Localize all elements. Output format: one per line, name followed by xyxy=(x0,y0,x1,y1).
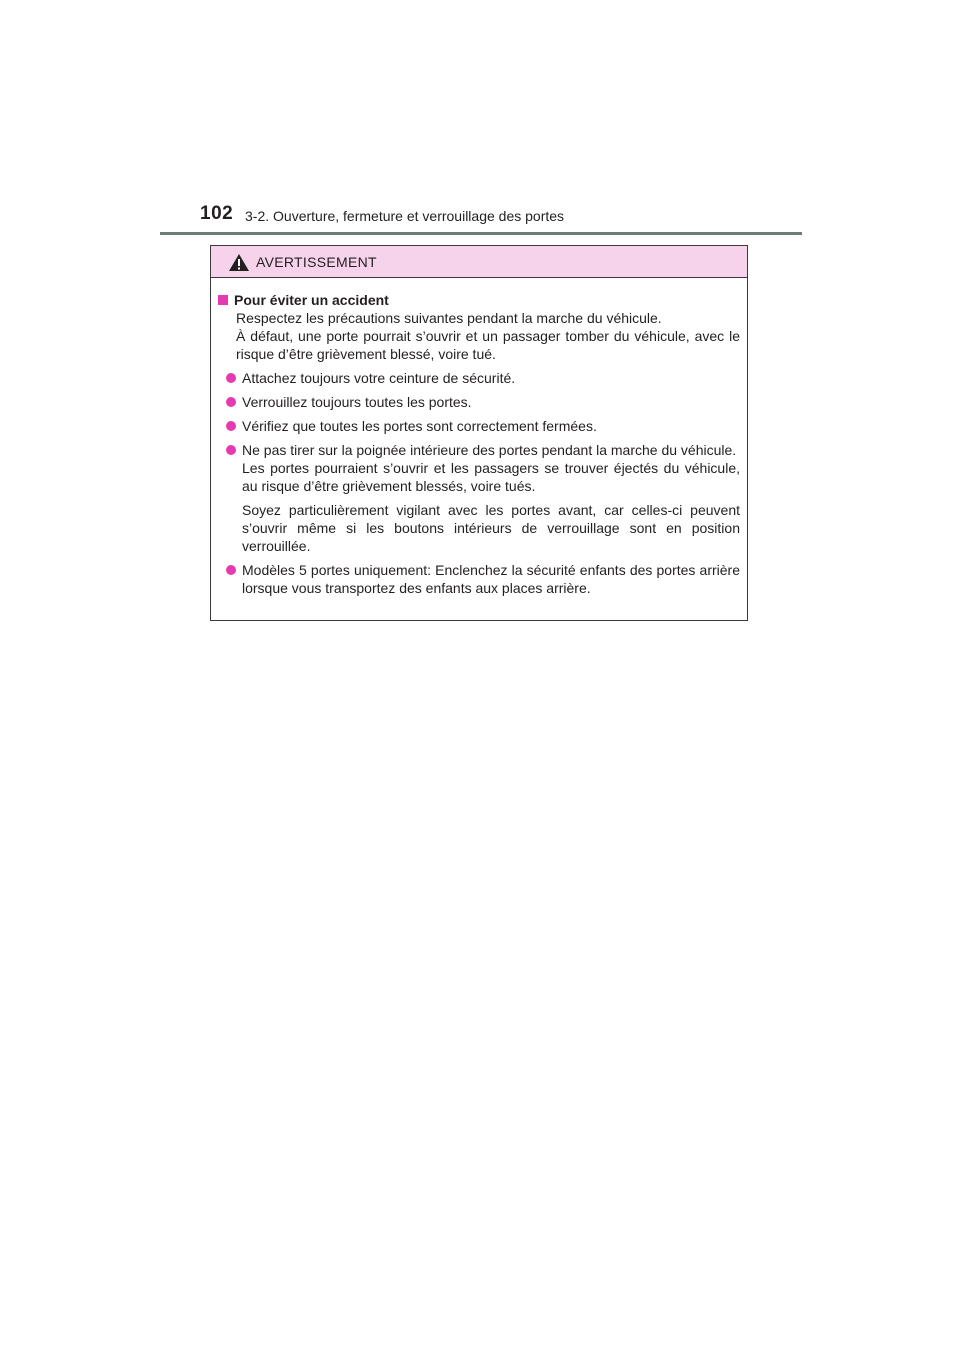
bullet-dot-icon xyxy=(226,565,236,575)
precaution-list xyxy=(218,369,740,597)
bullet-dot-icon xyxy=(226,373,236,383)
warning-intro xyxy=(218,309,740,363)
list-item-text: Verrouillez toujours toutes les portes. xyxy=(242,394,472,410)
list-item xyxy=(224,441,740,555)
page-number: 102 xyxy=(200,203,234,224)
square-bullet-icon xyxy=(218,295,228,305)
list-item xyxy=(224,417,740,435)
warning-box xyxy=(210,245,748,621)
bullet-dot-icon xyxy=(226,421,236,431)
list-item-text: Vérifiez que toutes les portes sont correctement fermées. xyxy=(242,418,597,434)
warning-topic xyxy=(218,291,740,309)
list-item xyxy=(224,369,740,387)
list-item-text: Modèles 5 portes uniquement: Enclenchez la sécurité enfants des portes arrière lorsque vous transportez des enfants aux places arrière. xyxy=(242,562,740,596)
section-title: 3-2. Ouverture, fermeture et verrouillage des portes xyxy=(245,208,565,224)
bullet-dot-icon xyxy=(226,445,236,455)
header-divider xyxy=(160,232,802,235)
list-item xyxy=(224,393,740,411)
list-item-extra: Les portes pourraient s’ouvrir et les passagers se trouver éjectés du véhicule, au risque d’être grièvement blessés, voire tués. xyxy=(242,460,740,494)
warning-label: AVERTISSEMENT xyxy=(256,254,377,270)
page-header xyxy=(200,203,800,233)
warning-body xyxy=(211,278,747,597)
intro-line: À défaut, une porte pourrait s’ouvrir et un passager tomber du véhicule, avec le risque d’être grièvement blessé, voire tué. xyxy=(236,328,740,362)
list-item xyxy=(224,561,740,597)
bullet-dot-icon xyxy=(226,397,236,407)
warning-triangle-icon xyxy=(228,253,250,272)
intro-line: Respectez les précautions suivantes pendant la marche du véhicule. xyxy=(236,310,662,326)
list-item-text: Attachez toujours votre ceinture de sécurité. xyxy=(242,370,516,386)
warning-header xyxy=(211,246,747,278)
warning-topic-text: Pour éviter un accident xyxy=(234,292,389,308)
list-item-text: Ne pas tirer sur la poignée intérieure des portes pendant la marche du véhicule. xyxy=(242,442,737,458)
list-item-note: Soyez particulièrement vigilant avec les portes avant, car celles-ci peuvent s’ouvrir même si les boutons intérieurs de verrouillage sont en position verrouillée. xyxy=(242,502,740,554)
